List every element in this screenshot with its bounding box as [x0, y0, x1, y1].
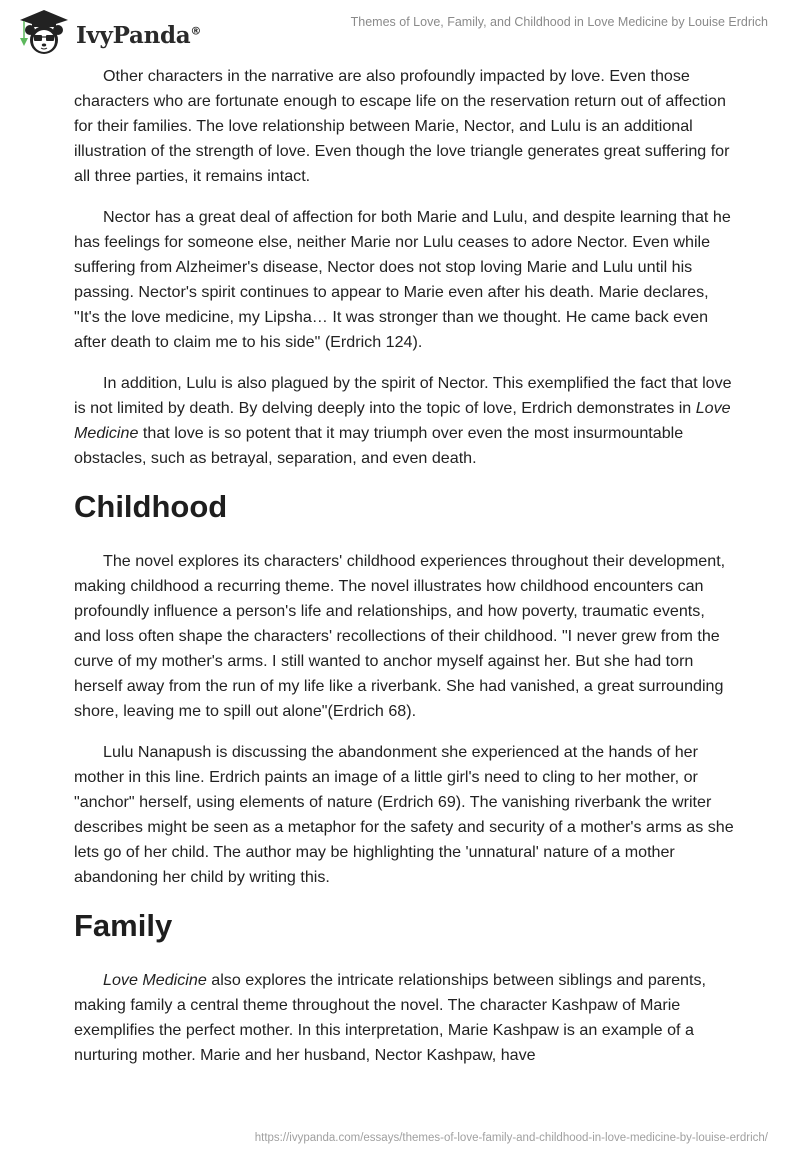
paragraph: The novel explores its characters' childhood experiences throughout their development, making childhood a recurring theme. The novel illustrates how childhood encounters can profoundly influence a person's life and relationships, and how poverty, traumatic events, and loss often shape the characters' recollections of their childhood. "I never grew from the curve of my mother's arms. I still wanted to anchor myself against her. But she had torn herself away from the run of my life like a riverbank. She had vanished, a great surrounding shore, leaving me to spill out alone"(Erdrich 68). [74, 552, 726, 720]
section-heading-family: Family [74, 908, 173, 943]
paragraph: Love Medicine also explores the intricate relationships between siblings and parents, making family a central theme throughout the novel. The character Kashpaw of Marie exemplifies the perfect mother. In this interpretation, Marie Kashpaw is an example of a nurturing mother. Marie and her husband, Nector Kashpaw, have [74, 971, 706, 1064]
paragraph: Other characters in the narrative are also profoundly impacted by love. Even those characters who are fortunate enough to escape life on the reservation return out of affection for their families. The love relationship between Marie, Nector, and Lulu is an additional illustration of the strength of love. Even though the love triangle generates great suffering for all three parties, it remains intact. [74, 67, 730, 185]
paragraph: In addition, Lulu is also plagued by the spirit of Nector. This exemplified the fact that love is not limited by death. By delving deeply into the topic of love, Erdrich demonstrates in Love Medicine that love is so potent that it may triumph over even the most insurmountable obstacles, such as betrayal, separation, and even death. [74, 374, 732, 467]
document-title: Themes of Love, Family, and Childhood in Love Medicine by Louise Erdrich [350, 15, 768, 29]
brand-logo[interactable] [14, 8, 201, 56]
book-title-italic: Love Medicine [103, 971, 207, 989]
source-url[interactable]: https://ivypanda.com/essays/themes-of-love-family-and-childhood-in-love-medicine-by-louise-erdrich/ [254, 1132, 768, 1144]
page-header [0, 0, 800, 56]
paragraph: Nector has a great deal of affection for both Marie and Lulu, and despite learning that he has feelings for someone else, neither Marie nor Lulu ceases to adore Nector. Even while suffering from Alzheimer's disease, Nector does not stop loving Marie and Lulu until his passing. Nector's spirit continues to appear to Marie even after his death. Marie declares, "It's the love medicine, my Lipsha… It was stronger than we thought. He came back even after death to claim me to his side" (Erdrich 124). [74, 208, 731, 351]
essay-content [74, 64, 734, 1084]
brand-name: IvyPanda® [76, 21, 202, 49]
paragraph: Lulu Nanapush is discussing the abandonment she experienced at the hands of her mother in this line. Erdrich paints an image of a little girl's need to cling to her mother, or "anchor" herself, using elements of nature (Erdrich 69). The vanishing riverbank the writer describes might be seen as a metaphor for the safety and security of a mother's arms as she lets go of her child. The author may be highlighting the 'unnatural' nature of a mother abandoning her child by writing this. [74, 743, 734, 886]
book-title-italic: Love Medicine [74, 399, 731, 442]
panda-graduate-logo-icon [14, 8, 72, 56]
section-heading-childhood: Childhood [74, 489, 228, 524]
